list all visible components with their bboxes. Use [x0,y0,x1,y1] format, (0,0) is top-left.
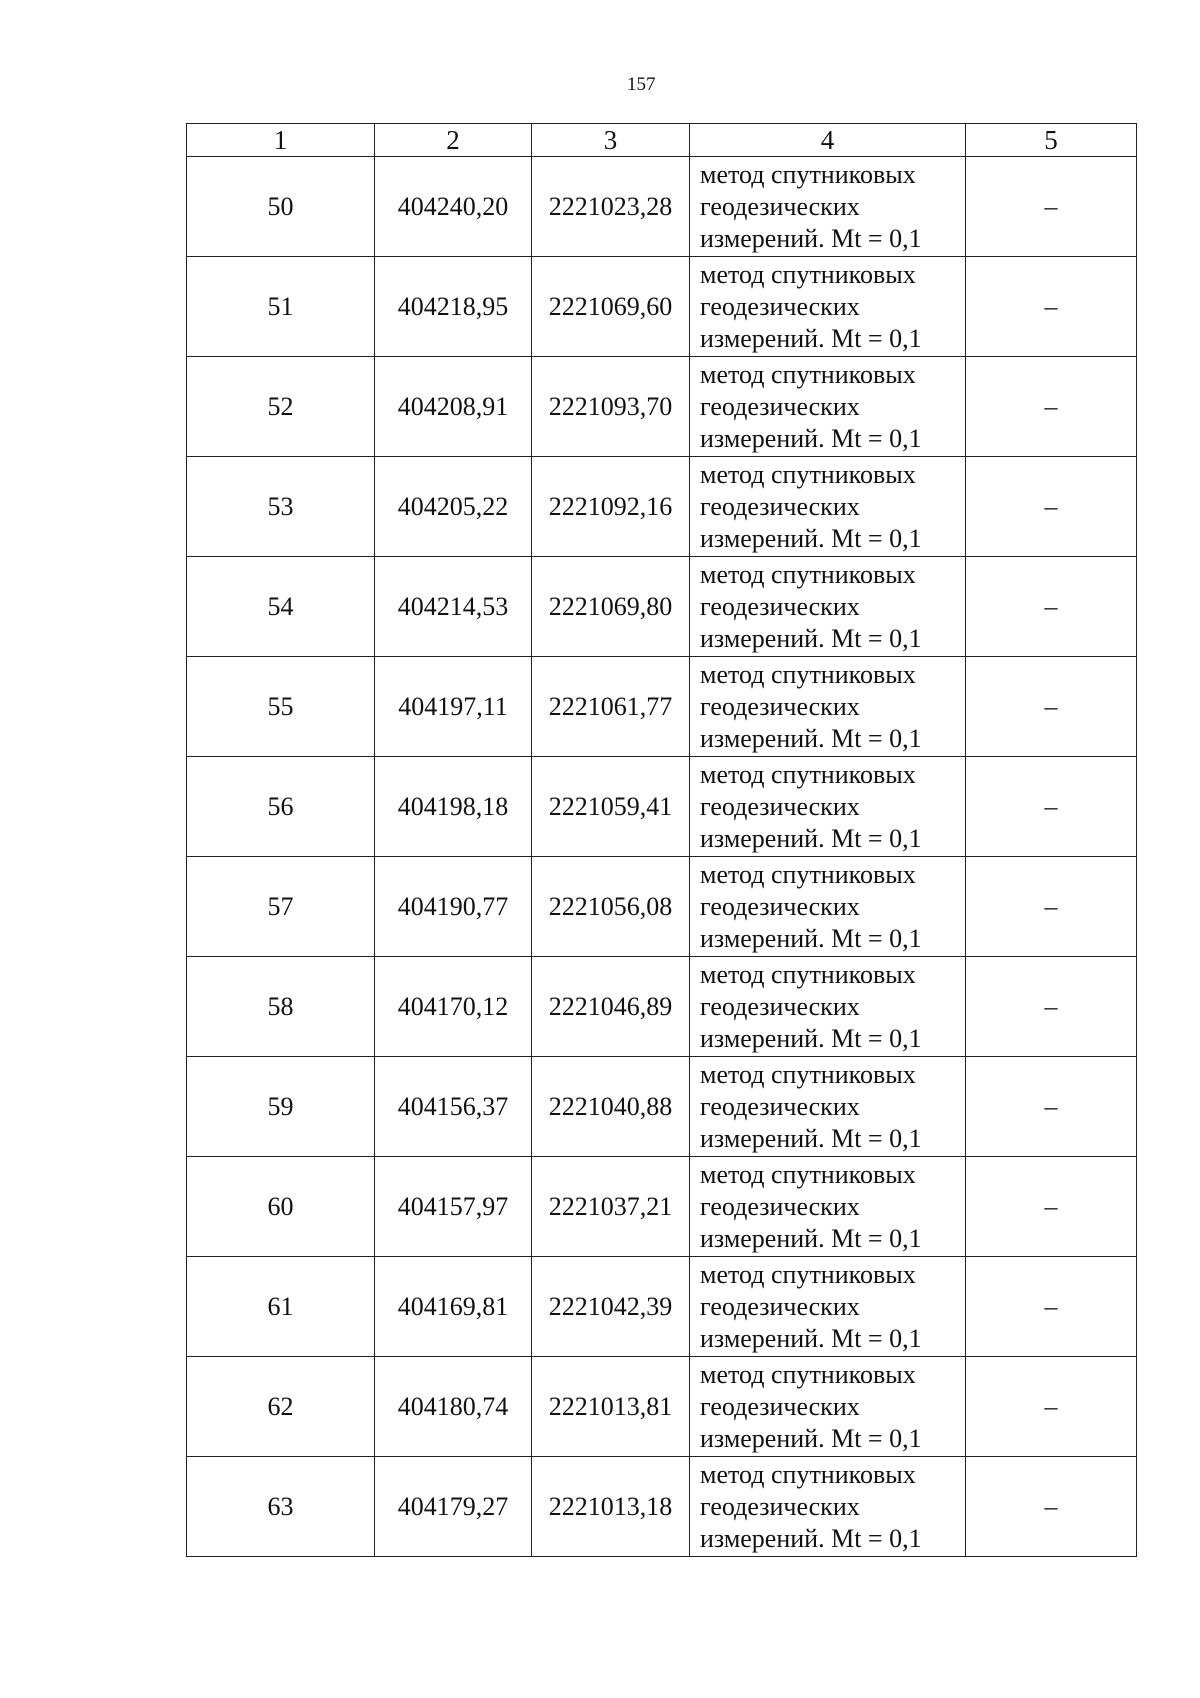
method-line-1: метод спутниковых [700,1359,916,1389]
method-line-1: метод спутниковых [700,1259,916,1289]
column-5-value: – [966,357,1137,457]
method-line-3: измерений. Mt = 0,1 [700,423,922,453]
column-5-value: – [966,657,1137,757]
point-number: 51 [187,257,375,357]
method-description [690,557,966,657]
column-5-value: – [966,1457,1137,1557]
coordinate-x: 404198,18 [375,757,532,857]
point-number: 56 [187,757,375,857]
column-5-value: – [966,1257,1137,1357]
method-line-3: измерений. Mt = 0,1 [700,723,922,753]
method-line-1: метод спутниковых [700,959,916,989]
page-number-text: 157 [627,74,656,95]
method-line-2: геодезических [700,1291,860,1321]
coordinate-y: 2221013,18 [532,1457,690,1557]
coordinate-x: 404208,91 [375,357,532,457]
method-description [690,1157,966,1257]
coordinate-y: 2221093,70 [532,357,690,457]
method-line-1: метод спутниковых [700,859,916,889]
table-row [187,357,1137,457]
column-5-value: – [966,757,1137,857]
method-line-2: геодезических [700,1391,860,1421]
column-5-value: – [966,557,1137,657]
coordinate-x: 404218,95 [375,257,532,357]
coordinate-y: 2221042,39 [532,1257,690,1357]
method-line-2: геодезических [700,1091,860,1121]
column-5-value: – [966,457,1137,557]
method-line-3: измерений. Mt = 0,1 [700,523,922,553]
method-line-3: измерений. Mt = 0,1 [700,1223,922,1253]
column-5-value: – [966,1057,1137,1157]
coordinate-y: 2221046,89 [532,957,690,1057]
method-description [690,757,966,857]
method-line-2: геодезических [700,491,860,521]
coordinate-y: 2221023,28 [532,157,690,257]
coordinate-y: 2221092,16 [532,457,690,557]
coordinate-y: 2221056,08 [532,857,690,957]
coordinate-y: 2221069,60 [532,257,690,357]
method-line-3: измерений. Mt = 0,1 [700,1323,922,1353]
table-row [187,1457,1137,1557]
method-line-2: геодезических [700,191,860,221]
coordinate-x: 404190,77 [375,857,532,957]
column-5-value: – [966,1357,1137,1457]
method-description [690,1257,966,1357]
table-row [187,557,1137,657]
coordinate-x: 404197,11 [375,657,532,757]
header-col-2: 2 [375,124,532,157]
method-line-2: геодезических [700,691,860,721]
point-number: 58 [187,957,375,1057]
table-row [187,157,1137,257]
table-row [187,957,1137,1057]
header-col-5: 5 [966,124,1137,157]
method-line-3: измерений. Mt = 0,1 [700,623,922,653]
method-description [690,657,966,757]
method-line-2: геодезических [700,1191,860,1221]
coordinate-y: 2221013,81 [532,1357,690,1457]
method-line-3: измерений. Mt = 0,1 [700,323,922,353]
coordinate-x: 404179,27 [375,1457,532,1557]
column-5-value: – [966,857,1137,957]
coordinate-y: 2221069,80 [532,557,690,657]
method-line-3: измерений. Mt = 0,1 [700,1023,922,1053]
coordinate-x: 404205,22 [375,457,532,557]
header-col-4: 4 [690,124,966,157]
method-line-1: метод спутниковых [700,159,916,189]
table-row [187,857,1137,957]
method-description [690,1457,966,1557]
coordinate-y: 2221037,21 [532,1157,690,1257]
method-line-1: метод спутниковых [700,359,916,389]
method-line-2: геодезических [700,791,860,821]
method-line-2: геодезических [700,1491,860,1521]
method-line-3: измерений. Mt = 0,1 [700,223,922,253]
point-number: 57 [187,857,375,957]
point-number: 60 [187,1157,375,1257]
method-description [690,157,966,257]
method-line-3: измерений. Mt = 0,1 [700,1123,922,1153]
method-description [690,857,966,957]
coordinate-x: 404240,20 [375,157,532,257]
column-5-value: – [966,1157,1137,1257]
method-description [690,357,966,457]
point-number: 54 [187,557,375,657]
method-line-3: измерений. Mt = 0,1 [700,1523,922,1553]
method-line-3: измерений. Mt = 0,1 [700,823,922,853]
table-row [187,1257,1137,1357]
method-line-1: метод спутниковых [700,659,916,689]
method-line-2: геодезических [700,991,860,1021]
header-row [187,124,1137,157]
header-col-1: 1 [187,124,375,157]
point-number: 63 [187,1457,375,1557]
method-description [690,1357,966,1457]
point-number: 55 [187,657,375,757]
point-number: 53 [187,457,375,557]
method-line-3: измерений. Mt = 0,1 [700,923,922,953]
coordinate-x: 404157,97 [375,1157,532,1257]
method-line-1: метод спутниковых [700,1459,916,1489]
coordinate-y: 2221040,88 [532,1057,690,1157]
table-header [187,124,1137,157]
coordinate-x: 404156,37 [375,1057,532,1157]
table-body [187,157,1137,1557]
method-line-2: геодезических [700,591,860,621]
method-line-2: геодезических [700,291,860,321]
method-line-3: измерений. Mt = 0,1 [700,1423,922,1453]
method-line-1: метод спутниковых [700,459,916,489]
method-line-2: геодезических [700,891,860,921]
table-row [187,457,1137,557]
method-line-1: метод спутниковых [700,259,916,289]
table-row [187,1357,1137,1457]
method-line-1: метод спутниковых [700,559,916,589]
method-line-2: геодезических [700,391,860,421]
point-number: 61 [187,1257,375,1357]
point-number: 62 [187,1357,375,1457]
point-number: 50 [187,157,375,257]
method-line-1: метод спутниковых [700,759,916,789]
method-description [690,957,966,1057]
method-description [690,257,966,357]
table-row [187,257,1137,357]
point-number: 52 [187,357,375,457]
coordinate-x: 404214,53 [375,557,532,657]
table-row [187,1157,1137,1257]
table-row [187,1057,1137,1157]
column-5-value: – [966,957,1137,1057]
coordinates-table [186,123,1137,1557]
header-col-3: 3 [532,124,690,157]
coordinate-y: 2221061,77 [532,657,690,757]
point-number: 59 [187,1057,375,1157]
method-description [690,457,966,557]
table-row [187,657,1137,757]
column-5-value: – [966,157,1137,257]
method-description [690,1057,966,1157]
column-5-value: – [966,257,1137,357]
coordinate-y: 2221059,41 [532,757,690,857]
method-line-1: метод спутниковых [700,1159,916,1189]
coordinate-x: 404180,74 [375,1357,532,1457]
coordinate-x: 404170,12 [375,957,532,1057]
coordinate-x: 404169,81 [375,1257,532,1357]
method-line-1: метод спутниковых [700,1059,916,1089]
table-row [187,757,1137,857]
